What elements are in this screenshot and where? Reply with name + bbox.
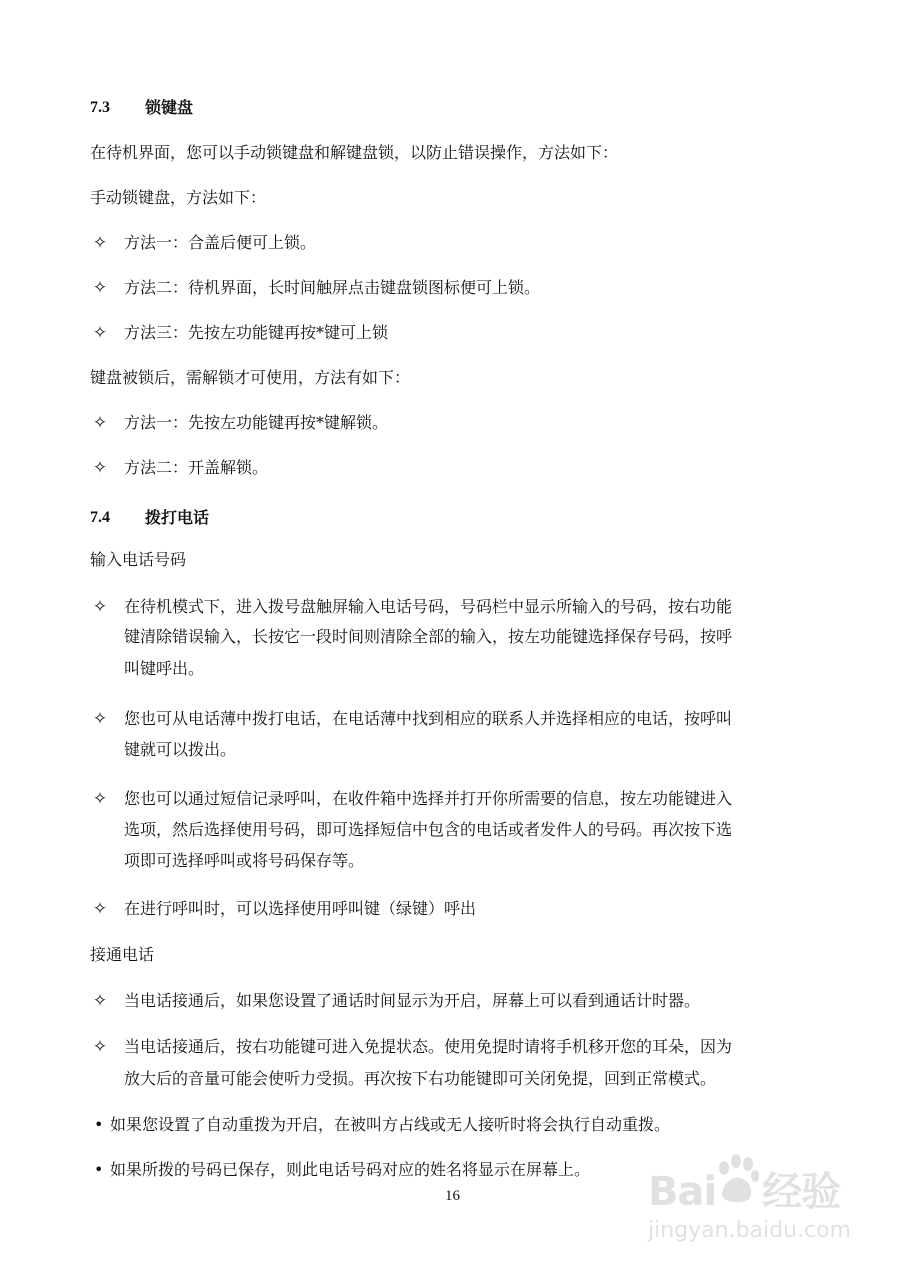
list-item-text: 方法二：待机界面，长时间触屏点击键盘锁图标便可上锁。 (124, 278, 541, 297)
diamond-bullet-icon: ✧ (92, 709, 108, 729)
section-number: 7.3 (90, 99, 110, 116)
list-item-continuation: 键就可以拨出。 (124, 740, 237, 759)
list-item-continuation: 叫键呼出。 (124, 659, 205, 678)
diamond-bullet-icon: ✧ (92, 458, 108, 478)
diamond-bullet-icon: ✧ (92, 597, 108, 617)
list-item-text: 您也可以通过短信记录呼叫，在收件箱中选择并打开你所需要的信息，按左功能键进入 (124, 789, 733, 808)
diamond-bullet-icon: ✧ (92, 789, 108, 809)
list-item-text: 当电话接通后，如果您设置了通话时间显示为开启，屏幕上可以看到通话计时器。 (124, 991, 701, 1010)
paragraph-manual-lock: 手动锁键盘，方法如下： (90, 188, 267, 207)
list-item-text: 方法一：合盖后便可上锁。 (124, 233, 317, 252)
list-item-text: 方法二：开盖解锁。 (124, 458, 269, 477)
diamond-bullet-icon: ✧ (92, 1037, 108, 1057)
diamond-bullet-icon: ✧ (92, 991, 108, 1011)
diamond-bullet-icon: ✧ (92, 278, 108, 298)
watermark-logo-right: 经验 (762, 1169, 841, 1215)
section-title: 拨打电话 (145, 508, 210, 527)
note-text: 如果所拨的号码已保存，则此电话号码对应的姓名将显示在屏幕上。 (110, 1160, 591, 1179)
section-number: 7.4 (90, 509, 110, 526)
dot-bullet-icon: • (94, 1160, 104, 1179)
list-item-continuation: 项即可选择呼叫或将号码保存等。 (124, 851, 365, 870)
subheading-connect-call: 接通电话 (90, 945, 155, 964)
dot-bullet-icon: • (94, 1115, 104, 1134)
paragraph-unlock-intro: 键盘被锁后，需解锁才可使用，方法有如下： (90, 368, 411, 387)
list-item-text: 方法一：先按左功能键再按*键解锁。 (124, 413, 389, 432)
paragraph-intro: 在待机界面，您可以手动锁键盘和解键盘锁，以防止错误操作，方法如下： (90, 143, 619, 162)
list-item-continuation: 选项，然后选择使用号码，即可选择短信中包含的电话或者发件人的号码。再次按下选 (124, 820, 733, 839)
diamond-bullet-icon: ✧ (92, 413, 108, 433)
diamond-bullet-icon: ✧ (92, 233, 108, 253)
paw-icon (714, 1154, 760, 1204)
list-item-text: 在待机模式下，进入拨号盘触屏输入电话号码，号码栏中显示所输入的号码，按右功能 (124, 597, 733, 616)
diamond-bullet-icon: ✧ (92, 323, 108, 343)
subheading-input-number: 输入电话号码 (90, 550, 187, 569)
page-number: 16 (445, 1188, 460, 1204)
watermark-logo-left: Bai (648, 1169, 717, 1215)
list-item-text: 当电话接通后，按右功能键可进入免提状态。使用免提时请将手机移开您的耳朵，因为 (124, 1037, 733, 1056)
list-item-text: 您也可从电话薄中拨打电话，在电话薄中找到相应的联系人并选择相应的电话，按呼叫 (124, 709, 733, 728)
list-item-text: 在进行呼叫时，可以选择使用呼叫键（绿键）呼出 (124, 899, 477, 918)
list-item-continuation: 键清除错误输入，长按它一段时间则清除全部的输入，按左功能键选择保存号码，按呼 (124, 627, 733, 646)
note-text: 如果您设置了自动重拨为开启，在被叫方占线或无人接听时将会执行自动重拨。 (110, 1115, 671, 1134)
list-item-text: 方法三：先按左功能键再按*键可上锁 (124, 323, 389, 342)
section-title: 锁键盘 (145, 98, 194, 117)
baidu-jingyan-watermark (640, 1150, 890, 1265)
watermark-url: jingyan.baidu.com (648, 1218, 852, 1243)
list-item-continuation: 放大后的音量可能会使听力受损。再次按下右功能键即可关闭免提，回到正常模式。 (124, 1069, 717, 1088)
diamond-bullet-icon: ✧ (92, 899, 108, 919)
